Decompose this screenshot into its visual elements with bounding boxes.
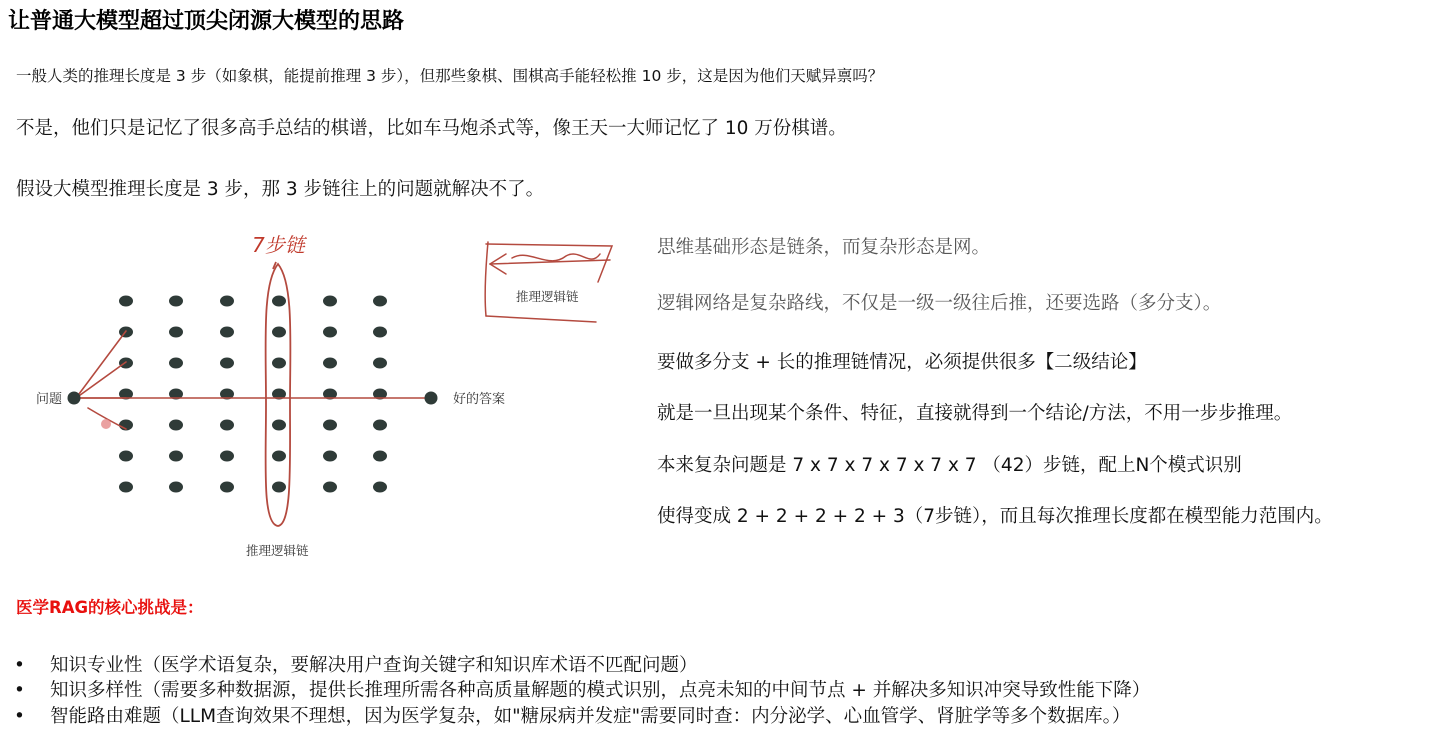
inset-chain-sketch	[485, 242, 612, 322]
grid-dot	[272, 482, 286, 493]
grid-dot	[323, 420, 337, 431]
grid-dot	[119, 482, 133, 493]
intro-question: 一般人类的推理长度是 3 步（如象棋，能提前推理 3 步），但那些象棋、围棋高手能轻松推 10 步，这是因为他们天赋异禀吗？	[16, 67, 884, 85]
grid-dot	[373, 420, 387, 431]
grid-dot	[169, 358, 183, 369]
grid-dot	[373, 451, 387, 462]
branch-line-1	[76, 331, 126, 398]
reasoning-chain-diagram	[0, 224, 640, 569]
grid-dot	[373, 296, 387, 307]
seven-step-annotation: 7步链	[252, 233, 305, 257]
right-line-5: 本来复杂问题是 7 x 7 x 7 x 7 x 7 x 7 （42）步链，配上N个模式识别	[657, 455, 1242, 476]
medical-rag-heading: 医学RAG的核心挑战是：	[16, 598, 204, 617]
intro-assumption: 假设大模型推理长度是 3 步，那 3 步链往上的问题就解决不了。	[16, 179, 545, 200]
dot-grid	[119, 296, 387, 493]
marker-dot	[101, 419, 111, 429]
grid-dot	[119, 358, 133, 369]
grid-dot	[323, 358, 337, 369]
bullet-symbol: •	[14, 706, 25, 727]
bullet-symbol: •	[14, 655, 25, 676]
intro-answer: 不是，他们只是记忆了很多高手总结的棋谱，比如车马炮杀式等，像王天一大师记忆了 10 万份棋谱。	[16, 118, 847, 139]
grid-dot	[169, 451, 183, 462]
grid-dot	[119, 451, 133, 462]
answer-label: 好的答案	[453, 392, 506, 407]
list-item	[14, 676, 1150, 702]
right-line-2: 逻辑网络是复杂路线，不仅是一级一级往后推，还要选路（多分支）。	[657, 293, 1222, 314]
grid-dot	[272, 327, 286, 338]
question-node	[68, 392, 81, 405]
grid-dot	[323, 327, 337, 338]
right-line-6: 使得变成 2 + 2 + 2 + 2 + 3（7步链），而且每次推理长度都在模型能力范围内。	[657, 506, 1333, 527]
grid-dot	[220, 482, 234, 493]
grid-dot	[220, 296, 234, 307]
question-label: 问题	[36, 392, 63, 407]
grid-dot	[119, 296, 133, 307]
grid-dot	[169, 327, 183, 338]
page-title: 让普通大模型超过顶尖闭源大模型的思路	[8, 9, 405, 34]
grid-dot	[220, 327, 234, 338]
list-item-text: 智能路由难题（LLM查询效果不理想，因为医学复杂，如"糖尿病并发症"需要同时查：内分泌学、心血管学、肾脏学等多个数据库。）	[50, 706, 1131, 727]
grid-dot	[323, 451, 337, 462]
bullet-symbol: •	[14, 680, 25, 701]
list-item	[14, 702, 1130, 728]
grid-dot	[323, 296, 337, 307]
grid-dot	[169, 296, 183, 307]
right-line-3: 要做多分支 + 长的推理链情况，必须提供很多【二级结论】	[657, 352, 1147, 373]
grid-dot	[272, 420, 286, 431]
grid-dot	[272, 451, 286, 462]
list-item	[14, 651, 698, 677]
grid-dot	[373, 482, 387, 493]
answer-node	[425, 392, 438, 405]
right-line-4: 就是一旦出现某个条件、特征，直接就得到一个结论/方法，不用一步步推理。	[657, 403, 1293, 424]
grid-dot	[220, 451, 234, 462]
list-item-text: 知识专业性（医学术语复杂，要解决用户查询关键字和知识库术语不匹配问题）	[50, 655, 698, 676]
question-branches	[76, 331, 431, 429]
grid-dot	[323, 482, 337, 493]
grid-dot	[220, 420, 234, 431]
chain-label-inset: 推理逻辑链	[516, 289, 579, 304]
list-item-text: 知识多样性（需要多种数据源，提供长推理所需各种高质量解题的模式识别，点亮未知的中间节点 + 并解决多知识冲突导致性能下降）	[50, 680, 1151, 701]
grid-dot	[373, 358, 387, 369]
grid-dot	[373, 327, 387, 338]
right-line-1: 思维基础形态是链条，而复杂形态是网。	[657, 237, 991, 258]
grid-dot	[272, 296, 286, 307]
grid-dot	[169, 482, 183, 493]
branch-line-2	[76, 362, 126, 398]
grid-dot	[169, 420, 183, 431]
grid-dot	[272, 358, 286, 369]
grid-dot	[220, 358, 234, 369]
chain-label-bottom: 推理逻辑链	[246, 543, 309, 558]
